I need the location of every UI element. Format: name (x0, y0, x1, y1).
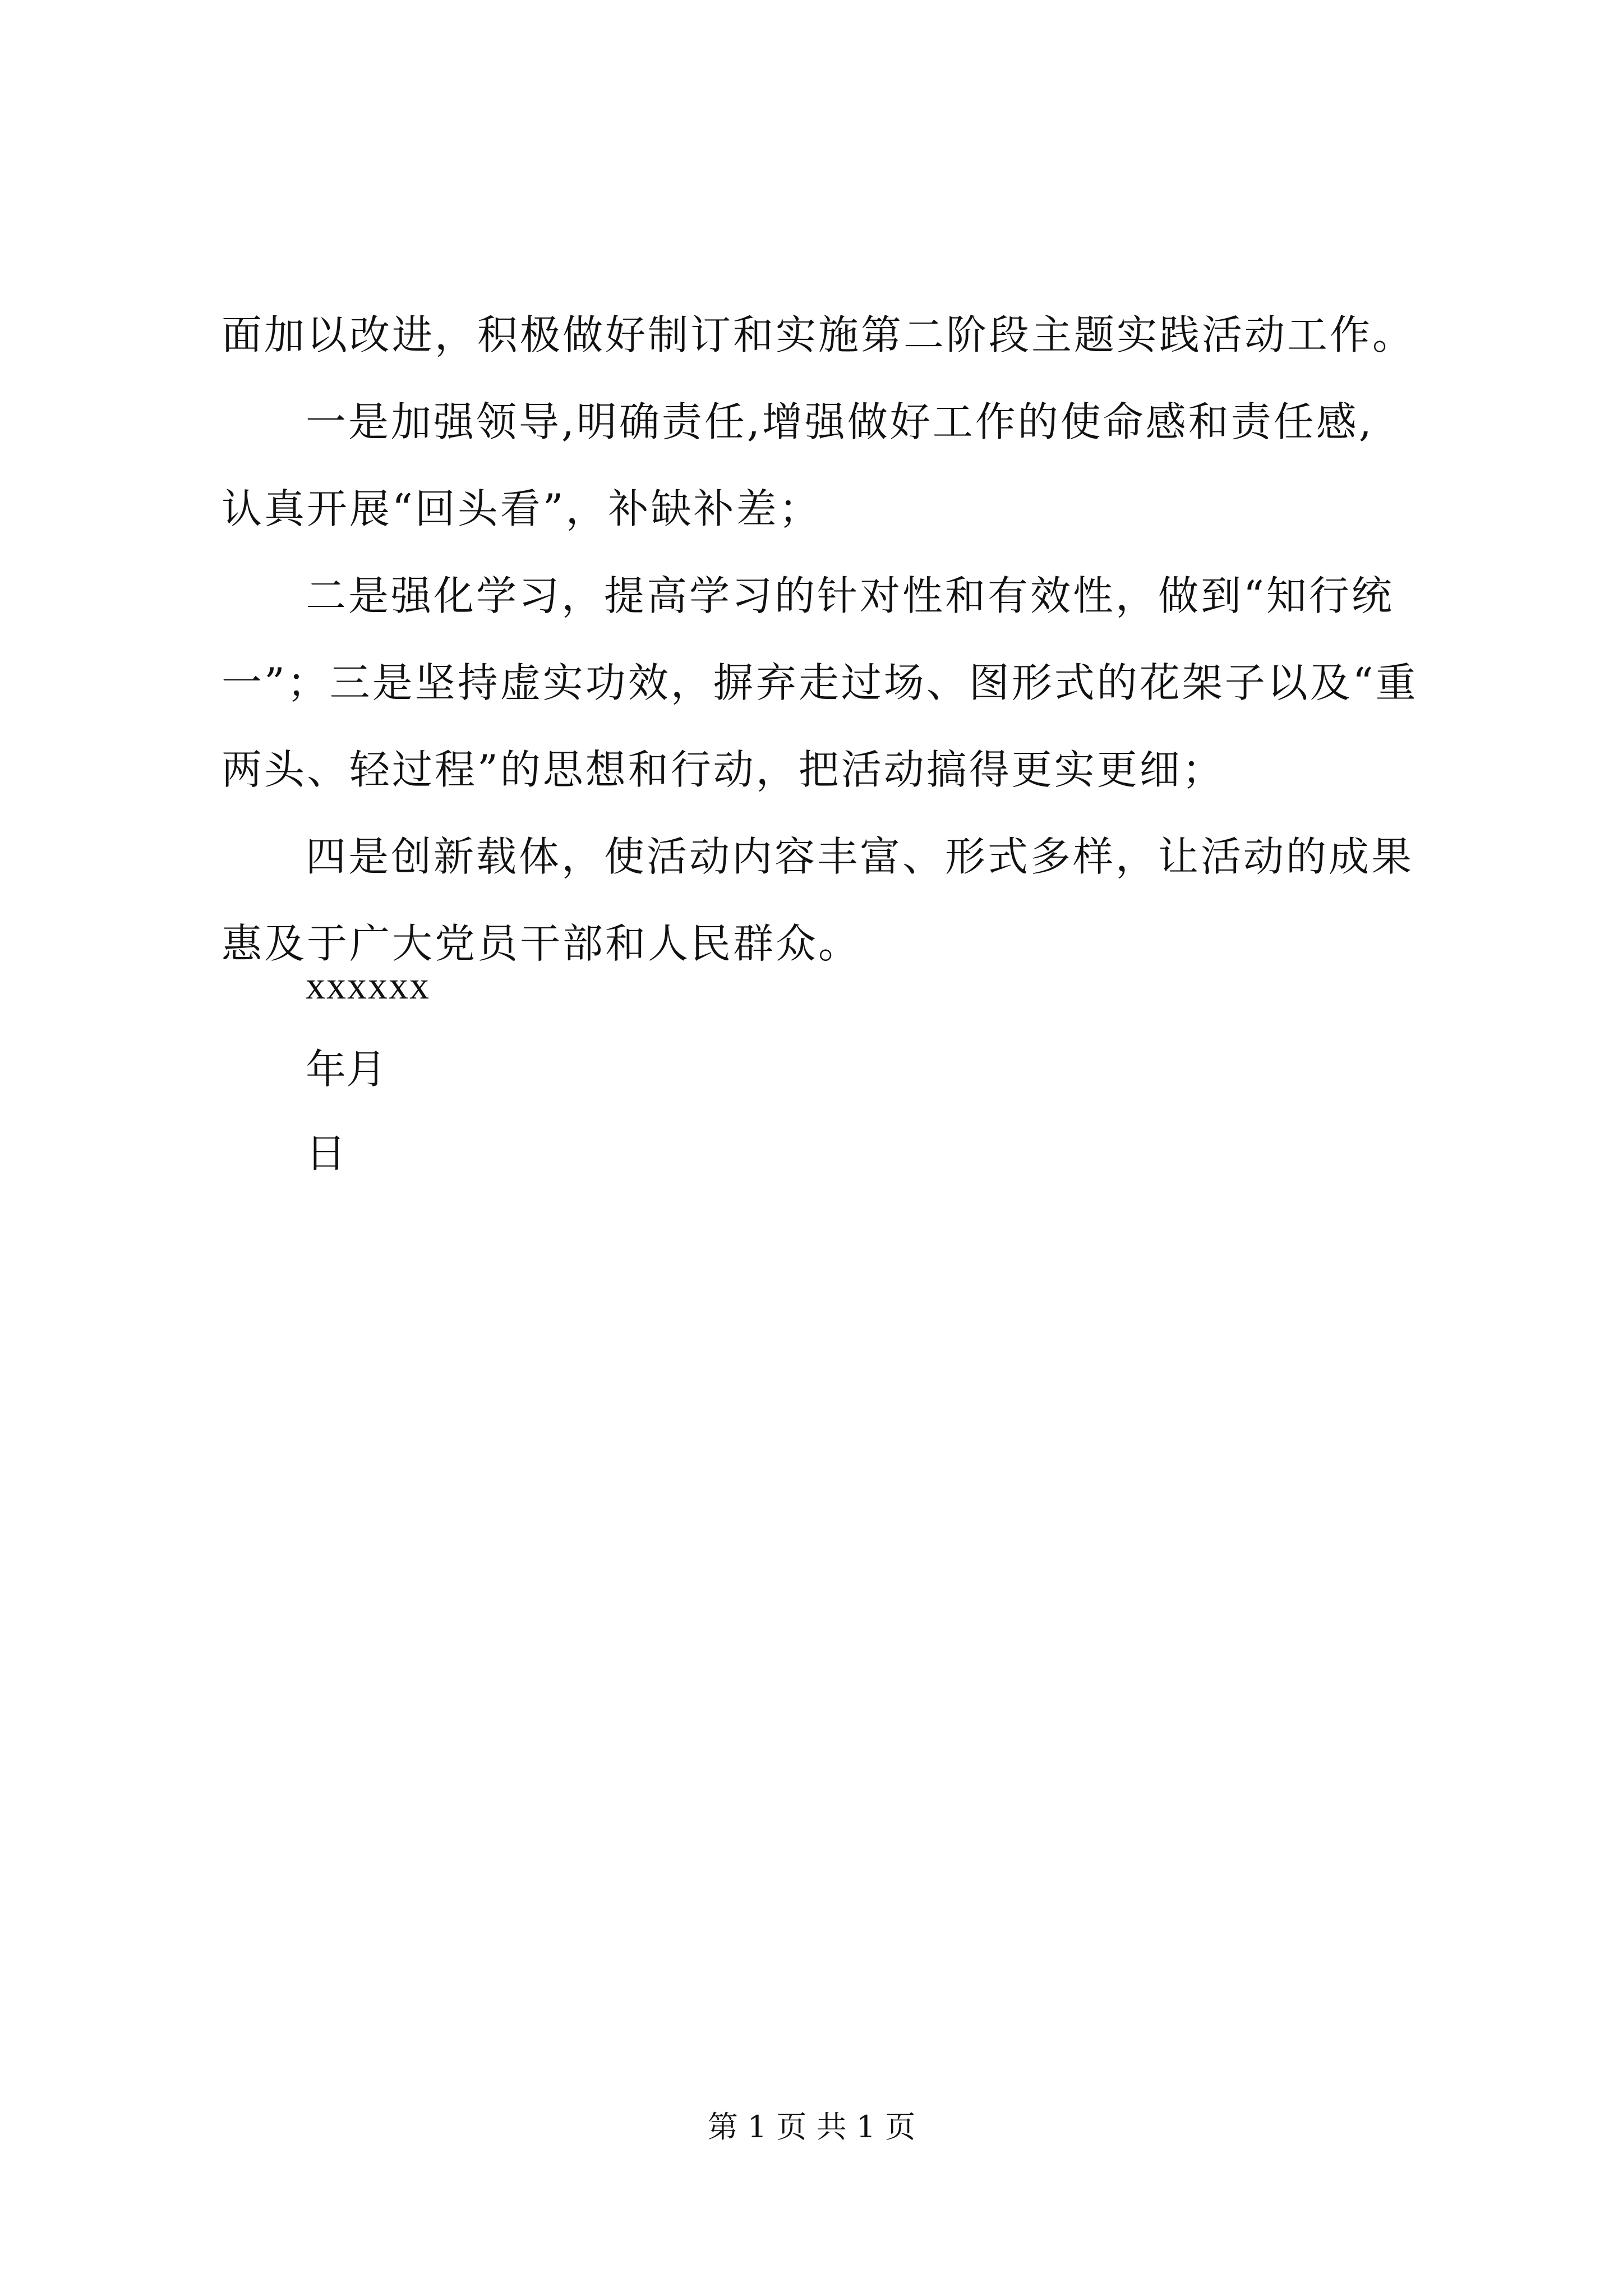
paragraph-2-line-2: 认真开展“回头看”，补缺补差； (222, 485, 822, 532)
paragraph-4-line-1: 四是创新载体，使活动内容丰富、形式多样，让活动的成果 (306, 833, 1414, 880)
document-body (222, 292, 1422, 987)
paragraph-4-line-2: 惠及于广大党员干部和人民群众。 (222, 920, 861, 967)
signature-day: 日 (306, 1130, 347, 1177)
page-footer: 第 1 页 共 1 页 (707, 2109, 916, 2145)
signature-year-month: 年月 (306, 1046, 387, 1093)
paragraph-3-line-3: 两头、轻过程”的思想和行动，把活动搞得更实更细； (222, 746, 1225, 793)
signature-name: xxxxxx (306, 964, 430, 1007)
paragraph-3-line-2: 一”；三是坚持虚实功效，摒弃走过场、图形式的花架子以及“重 (222, 659, 1418, 706)
paragraph-2-line-1: 一是加强领导,明确责任,增强做好工作的使命感和责任感, (306, 398, 1374, 445)
paragraph-1-line-1: 面加以改进，积极做好制订和实施第二阶段主题实践活动工作。 (222, 311, 1415, 358)
paragraph-3-line-1: 二是强化学习，提高学习的针对性和有效性，做到“知行统 (306, 572, 1394, 619)
